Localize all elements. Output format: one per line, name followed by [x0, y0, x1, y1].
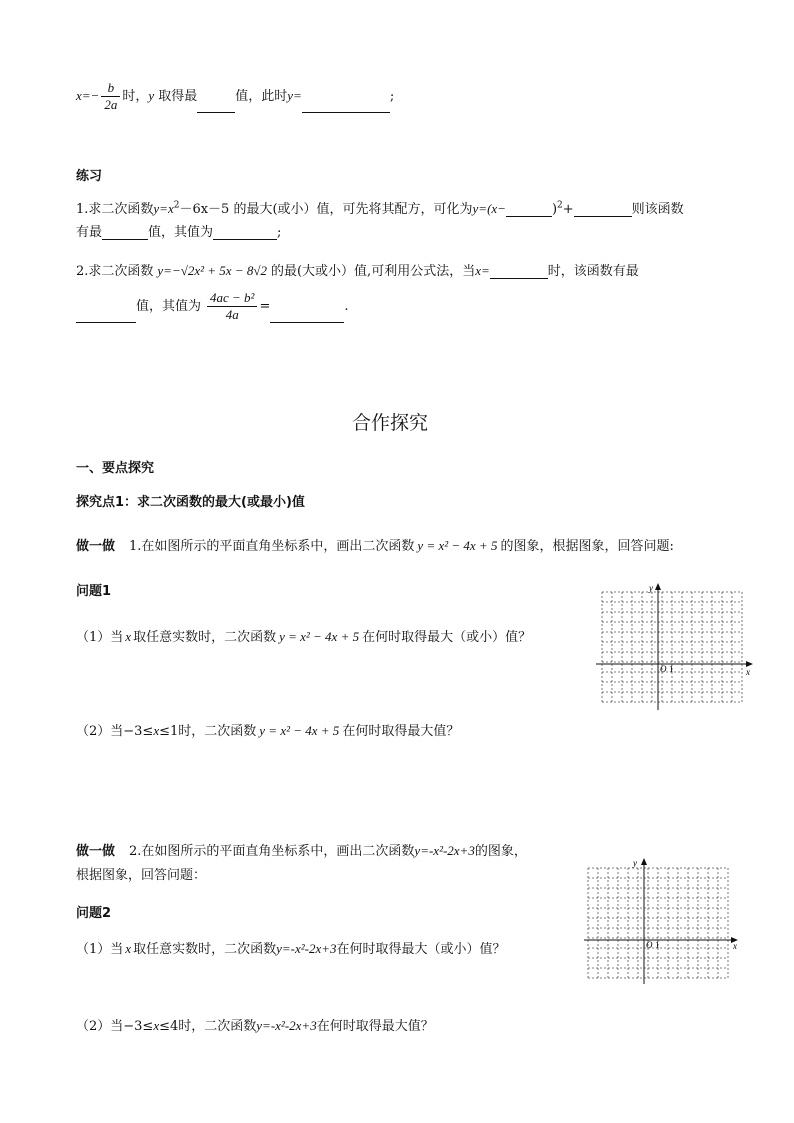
- x-axis-label: x: [746, 667, 750, 677]
- blank[interactable]: [302, 98, 390, 113]
- practice-q1-line1: 1.求二次函数$y=x^2-6x-5$ 的最大(或小）值，可先将其配方，可化为$y=(x- )^2+$ 则该函数: [76, 200, 684, 217]
- practice-q2-line2: 值，其值为 $\frac{\text{4ac − b²}}{4a}$ = .: [76, 290, 349, 323]
- problem2-title: 问题2: [76, 906, 112, 921]
- problem1-title: 问题1: [76, 584, 112, 599]
- coordinate-grid-2[interactable]: [584, 856, 746, 986]
- y-axis-label: y: [649, 583, 653, 593]
- blank[interactable]: [506, 202, 552, 217]
- fraction: $\frac{b}{2a}$: [101, 80, 120, 113]
- section-title: 合作探究: [352, 412, 429, 434]
- problem2-sub1: （1）当 x 取任意实数时，二次函数y=-x²-2x+3在何时取得最大（或小）值？: [76, 941, 506, 957]
- x-eq: x=−: [76, 88, 100, 103]
- y-axis-arrow-icon: [641, 858, 647, 865]
- y-axis-arrow-icon: [655, 583, 661, 590]
- problem1-sub1: （1）当 x 取任意实数时，二次函数 y = x² − 4x + 5 在何时取得最大（或小）值？: [76, 629, 532, 645]
- problem1-sub2: （2）当−3≤x≤1时，二次函数 y = x² − 4x + 5 在何时取得最大值？: [76, 723, 460, 739]
- practice-heading: 练习: [76, 169, 103, 184]
- blank[interactable]: [574, 202, 632, 217]
- problem2-sub2: （2）当−3≤x≤4时，二次函数y=-x²-2x+3在何时取得最大值？: [76, 1018, 434, 1034]
- practice-q1-line2: 有最 值，其值为 ;: [76, 225, 282, 240]
- blank[interactable]: [76, 308, 136, 323]
- coordinate-grid-1[interactable]: [596, 582, 758, 710]
- unit-label: 1: [655, 940, 660, 950]
- unit-label: 1: [669, 664, 674, 674]
- origin-label: O: [660, 664, 667, 674]
- y-axis-label: y: [633, 858, 637, 868]
- blank[interactable]: [102, 225, 148, 240]
- part-heading: 一、要点探究: [76, 461, 155, 476]
- formula-line: x=− $\frac{b}{2a}$ 时，y 取得最 值，此时y= ;: [76, 80, 395, 112]
- try1-line: 做一做 1.在如图所示的平面直角坐标系中，画出二次函数 y = x² − 4x + 5 的图象，根据图象，回答问题:: [76, 538, 674, 554]
- x-axis-label: x: [733, 941, 737, 951]
- point-heading: 探究点1：求二次函数的最大(或最小)值: [76, 495, 305, 510]
- origin-label: O: [646, 940, 653, 950]
- blank[interactable]: [270, 308, 344, 323]
- try2-line1: 做一做 2.在如图所示的平面直角坐标系中，画出二次函数y=-x²-2x+3的图象，: [76, 843, 527, 859]
- try2-line2: 根据图象，回答问题：: [76, 868, 207, 883]
- blank[interactable]: [197, 98, 235, 113]
- fraction: $\frac{\text{4ac − b²}}{4a}$: [207, 290, 257, 323]
- blank[interactable]: [490, 264, 548, 279]
- practice-q2-line1: 2.求二次函数 y=−√2x² + 5x − 8√2 的最(大或小）值,可利用公式法，当x= 时，该函数有最: [76, 263, 639, 279]
- blank[interactable]: [213, 225, 277, 240]
